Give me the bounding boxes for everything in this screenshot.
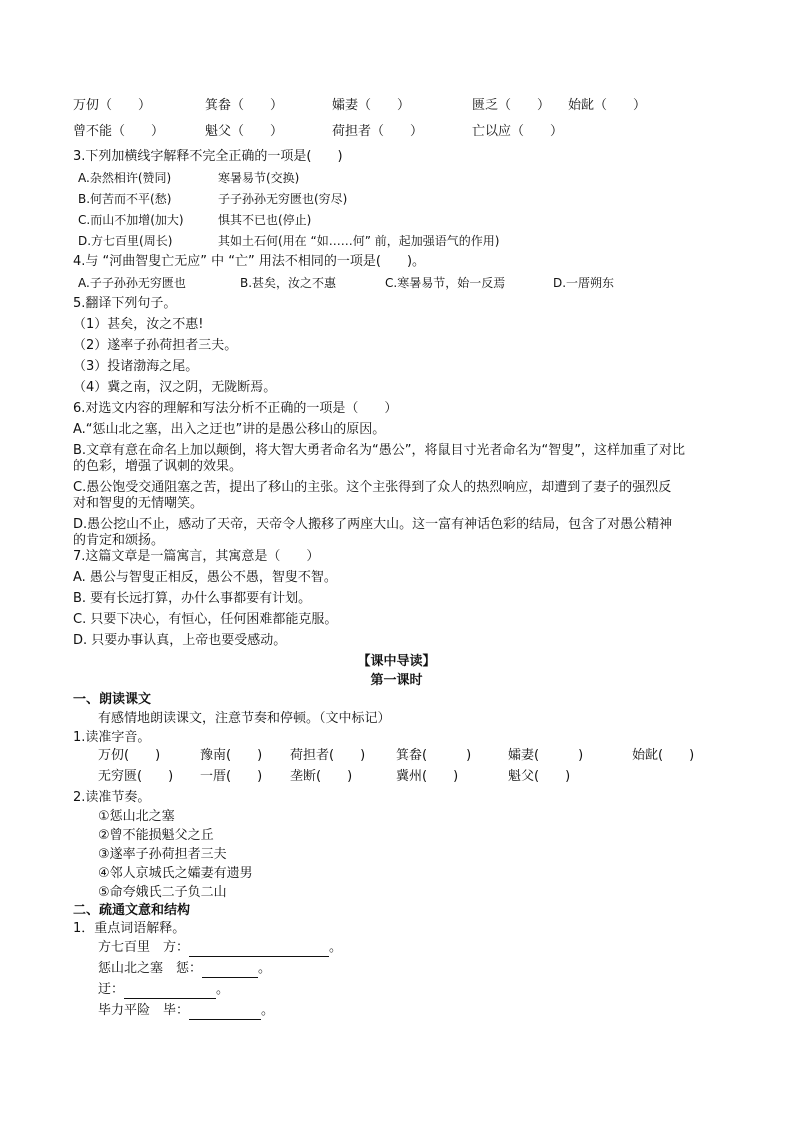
q6-line: C.愚公饱受交通阻塞之苦，提出了移山的主张。这个主张得到了众人的热烈响应，却遭到了妻子的强烈反: [73, 480, 672, 495]
rhythm-item: ⑤命夸娥氏二子负二山: [98, 885, 227, 900]
word-item: 亡以应（ ）: [472, 124, 564, 139]
pinyin-item: 孀妻( ): [508, 748, 584, 763]
pinyin-item: 无穷匮( ): [98, 769, 174, 784]
word-item: 始龀（ ）: [568, 98, 647, 113]
word-item: 曾不能（ ）: [73, 124, 165, 139]
pinyin-item: 豫南( ): [200, 748, 263, 763]
q3-option-c: C.而山不加增(加大): [78, 213, 184, 227]
q3-option-a2: 寒暑易节(交换): [218, 171, 300, 185]
question-6-stem: 6.对选文内容的理解和写法分析不正确的一项是（ ）: [73, 401, 398, 416]
q7-item: C. 只要下决心，有恒心，任何困难都能克服。: [73, 612, 338, 627]
q6-line: 的色彩，增强了讽刺的效果。: [73, 459, 243, 474]
q6-line: A.“惩山北之塞，出入之迂也”讲的是愚公移山的原因。: [73, 422, 386, 437]
q3-option-d2: 其如土石何(用在 “如……何” 前，起加强语气的作用): [218, 234, 500, 248]
q6-line: D.愚公挖山不止，感动了天帝，天帝令人搬移了两座大山。这一富有神话色彩的结局，包含了对愚公精神: [73, 517, 673, 532]
q7-item: D. 只要办事认真，上帝也要受感动。: [73, 633, 287, 648]
vocab-item: [98, 939, 342, 957]
pinyin-item: 垄断( ): [290, 769, 353, 784]
part1-sub2: 2.读准节奏。: [73, 790, 151, 805]
pinyin-item: 冀州( ): [396, 769, 459, 784]
vocab-end: 。: [261, 1003, 275, 1018]
question-3-stem: 3.下列加横线字解释不完全正确的一项是( ): [73, 149, 343, 164]
question-7-stem: 7.这篇文章是一篇寓言，其寓意是（ ）: [73, 549, 320, 564]
q3-option-a: A.杂然相许(赞同): [78, 171, 172, 185]
vocab-end: 。: [329, 940, 343, 955]
q4-option-d: D.一厝朔东: [553, 276, 615, 290]
word-item: 孀妻（ ）: [332, 98, 411, 113]
q5-item: （4）冀之南，汉之阴，无陇断焉。: [73, 380, 277, 395]
answer-blank[interactable]: [202, 963, 258, 978]
vocab-phrase: 方七百里 方：: [98, 940, 190, 955]
vocab-phrase: 迂：: [98, 982, 125, 997]
part1-sub1: 1.读准字音。: [73, 730, 151, 745]
vocab-end: 。: [216, 982, 230, 997]
pinyin-item: 一厝( ): [200, 769, 263, 784]
pinyin-item: 魁父( ): [508, 769, 571, 784]
q7-item: B. 要有长远打算，办什么事都要有计划。: [73, 591, 312, 606]
q5-item: （1）甚矣，汝之不惠!: [73, 317, 204, 332]
word-item: 箕畚（ ）: [205, 98, 284, 113]
q4-option-c: C.寒暑易节，始一反焉: [385, 276, 506, 290]
q7-item: A. 愚公与智叟正相反，愚公不愚，智叟不智。: [73, 570, 337, 585]
question-4-stem: 4.与 “河曲智叟亡无应” 中 “亡” 用法不相同的一项是( )。: [73, 254, 426, 269]
answer-blank[interactable]: [189, 1005, 261, 1020]
q6-line: B.文章有意在命名上加以颠倒，将大智大勇者命名为“愚公”，将鼠目寸光者命名为“智叟”，这样加重了对比: [73, 443, 685, 458]
part1-intro: 有感情地朗读课文，注意节奏和停顿。（文中标记）: [98, 711, 391, 726]
rhythm-item: ③遂率子孙荷担者三夫: [98, 847, 227, 862]
part2-heading: 二、疏通文意和结构: [73, 903, 191, 918]
q5-item: （3）投诸渤海之尾。: [73, 359, 199, 374]
q3-option-b: B.何苦而不平(愁): [78, 192, 172, 206]
word-item: 匮乏（ ）: [472, 98, 551, 113]
vocab-phrase: 惩山北之塞 惩：: [98, 961, 203, 976]
part1-heading: 一、朗读课文: [73, 692, 152, 707]
q6-line: 对和智叟的无情嘲笑。: [73, 496, 204, 511]
rhythm-item: ①惩山北之塞: [98, 809, 175, 824]
pinyin-item: 箕畚( ): [396, 748, 472, 763]
part2-sub1: 1．重点词语解释。: [73, 921, 186, 936]
pinyin-item: 万仞( ): [98, 748, 161, 763]
answer-blank[interactable]: [124, 984, 216, 999]
q3-option-d: D.方七百里(周长): [78, 234, 173, 248]
q4-option-a: A.子子孙孙无穷匮也: [78, 276, 186, 290]
q5-item: （2）遂率子孙荷担者三夫。: [73, 338, 238, 353]
pinyin-item: 荷担者( ): [290, 748, 366, 763]
q4-option-b: B.甚矣，汝之不惠: [240, 276, 337, 290]
rhythm-item: ④邻人京城氏之孀妻有遗男: [98, 866, 253, 881]
vocab-end: 。: [258, 961, 272, 976]
vocab-item: [98, 960, 271, 978]
vocab-phrase: 毕力平险 毕：: [98, 1003, 190, 1018]
q3-option-b2: 子子孙孙无穷匮也(穷尽): [218, 192, 348, 206]
word-item: 荷担者（ ）: [332, 124, 424, 139]
vocab-item: [98, 981, 229, 999]
question-5-stem: 5.翻译下列句子。: [73, 296, 177, 311]
q3-option-c2: 惧其不已也(停止): [218, 213, 312, 227]
section-title: 【课中导读】: [357, 654, 436, 669]
answer-blank[interactable]: [189, 942, 329, 957]
pinyin-item: 始龀( ): [632, 748, 695, 763]
vocab-item: [98, 1002, 274, 1020]
word-item: 魁父（ ）: [205, 124, 284, 139]
word-item: 万仞（ ）: [73, 98, 152, 113]
lesson-title: 第一课时: [370, 673, 423, 688]
q6-line: 的肯定和颂扬。: [73, 533, 165, 548]
rhythm-item: ②曾不能损魁父之丘: [98, 828, 214, 843]
